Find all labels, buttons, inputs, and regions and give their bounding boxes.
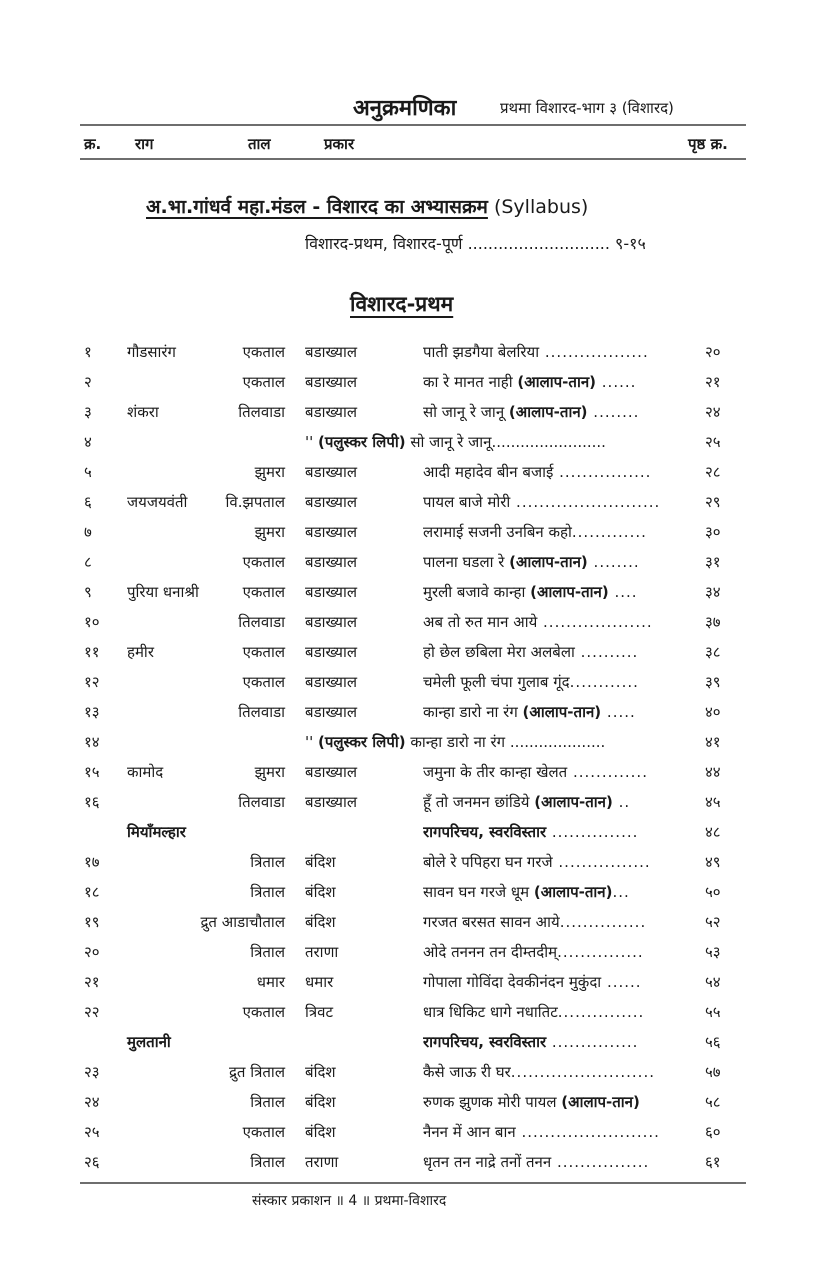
- taal-name: झुमरा: [254, 523, 285, 541]
- composition-title: अब तो रुत मान आये: [423, 613, 538, 631]
- leader-dots: ...............: [559, 913, 647, 931]
- page-number: ५८: [705, 1093, 721, 1111]
- composition-note: (आलाप-तान): [561, 1093, 640, 1111]
- composition-entry: [423, 672, 698, 692]
- table-row: [0, 912, 825, 942]
- composition-entry: [423, 792, 698, 812]
- page-number: ५३: [705, 943, 721, 961]
- page-number: ३१: [705, 553, 721, 571]
- prakar-type: बडाख्याल: [305, 763, 358, 781]
- composition-entry: [423, 612, 698, 632]
- composition-entry: [423, 942, 698, 962]
- prakar-type: बडाख्याल: [305, 613, 358, 631]
- taal-name: एकताल: [242, 343, 285, 361]
- page-number: ४१: [705, 733, 721, 751]
- row-number: १३: [84, 703, 100, 721]
- composition-entry: [423, 462, 698, 482]
- table-row: [0, 1032, 825, 1062]
- leader-dots: .........................: [510, 1063, 655, 1081]
- page-subtitle: प्रथमा विशारद-भाग ३ (विशारद): [500, 99, 674, 117]
- composition-entry: [423, 642, 698, 662]
- composition-title: पाती झडगैया बेलरिया: [423, 343, 540, 361]
- row-number: २: [84, 373, 92, 391]
- page-number: ५२: [705, 913, 721, 931]
- taal-name: वि.झपताल: [225, 493, 285, 511]
- leader-dots: ........: [587, 403, 640, 421]
- leader-dots: ...............: [557, 1003, 645, 1021]
- composition-entry: [423, 882, 698, 902]
- row-number: ७: [84, 523, 92, 541]
- taal-name: त्रिताल: [250, 943, 285, 961]
- leader-dots: ..........: [574, 643, 639, 661]
- page-number: ३८: [705, 643, 721, 661]
- composition-title: नैनन में आन बान: [423, 1123, 516, 1141]
- syllabus-heading-suffix: (Syllabus): [487, 196, 589, 218]
- composition-note: (आलाप-तान): [509, 553, 588, 571]
- table-row: [0, 642, 825, 672]
- page-number: ५६: [705, 1033, 721, 1051]
- composition-note: (आलाप-तान): [517, 373, 597, 391]
- notation-label: (पलुस्कर लिपी): [318, 433, 406, 451]
- prakar-type: धमार: [305, 973, 334, 991]
- composition-entry: [423, 1122, 698, 1142]
- taal-name: तिलवाडा: [238, 703, 285, 721]
- table-row: [0, 1062, 825, 1092]
- table-row: [0, 432, 825, 462]
- table-row: [0, 372, 825, 402]
- row-number: १२: [84, 673, 100, 691]
- composition-note: (आलाप-तान): [530, 583, 609, 601]
- composition-entry: [423, 492, 698, 512]
- page-title: अनुक्रमणिका: [353, 96, 457, 121]
- row-continuation: [305, 432, 606, 452]
- leader-dots: ...............: [557, 943, 644, 961]
- taal-name: एकताल: [242, 673, 285, 691]
- leader-dots: ...............: [546, 823, 639, 841]
- leader-dots: ..................: [539, 343, 649, 361]
- prakar-type: बडाख्याल: [305, 343, 358, 361]
- prakar-type: बडाख्याल: [305, 523, 358, 541]
- column-header-no: क्र.: [84, 135, 102, 153]
- row-number: २१: [84, 973, 100, 991]
- raag-name: शंकरा: [127, 403, 159, 421]
- leader-dots: ................: [553, 463, 652, 481]
- row-number: ११: [84, 643, 100, 661]
- taal-name: तिलवाडा: [238, 403, 285, 421]
- prakar-type: बडाख्याल: [305, 493, 358, 511]
- row-number: २३: [84, 1063, 100, 1081]
- raag-group-heading: मुलतानी: [127, 1033, 171, 1051]
- composition-entry: [423, 822, 698, 842]
- composition-title: सो जानू रे जानू: [405, 433, 492, 451]
- table-row: [0, 462, 825, 492]
- row-number: १५: [84, 763, 100, 781]
- table-row: [0, 702, 825, 732]
- leader-dots: .........................: [510, 493, 661, 511]
- composition-note: (आलाप-तान): [522, 703, 602, 721]
- composition-entry: [423, 1032, 698, 1052]
- composition-note: रागपरिचय, स्वरविस्तार: [423, 1033, 547, 1051]
- page-footer: संस्कार प्रकाशन ॥ 4 ॥ प्रथमा-विशारद: [252, 1193, 447, 1209]
- row-number: १: [84, 343, 92, 361]
- table-row: [0, 792, 825, 822]
- page-number: २८: [705, 463, 721, 481]
- ditto-mark: '': [305, 733, 319, 751]
- taal-name: एकताल: [242, 583, 285, 601]
- page-number: ५४: [705, 973, 721, 991]
- raag-name: पुरिया धनाश्री: [127, 583, 199, 601]
- composition-title: जमुना के तीर कान्हा खेलत: [423, 763, 568, 781]
- composition-title: आदी महादेव बीन बजाई: [423, 463, 554, 481]
- prakar-type: बंदिश: [305, 913, 336, 931]
- composition-title: हूँ तो जनमन छांडिये: [423, 793, 535, 811]
- leader-dots: ........................: [491, 433, 606, 451]
- taal-name: एकताल: [242, 1123, 285, 1141]
- taal-name: एकताल: [242, 373, 285, 391]
- page-number: ४४: [705, 763, 721, 781]
- table-row: [0, 492, 825, 522]
- leader-dots: ...............: [546, 1033, 639, 1051]
- prakar-type: तराणा: [305, 943, 339, 961]
- row-number: ९: [84, 583, 92, 601]
- row-number: १६: [84, 793, 100, 811]
- table-row: [0, 1002, 825, 1032]
- table-row: [0, 1122, 825, 1152]
- page-number: ३७: [705, 613, 721, 631]
- table-row: [0, 822, 825, 852]
- syllabus-entry: विशारद-प्रथम, विशारद-पूर्ण ............................ ९-१५: [305, 234, 646, 253]
- composition-title: ओदे तननन तन दीम्तदीम्: [423, 943, 558, 961]
- table-row: [0, 582, 825, 612]
- table-row: [0, 1092, 825, 1122]
- composition-entry: [423, 582, 698, 602]
- row-number: १०: [84, 613, 100, 631]
- page-number: ३९: [705, 673, 721, 691]
- section-title: विशारद-प्रथम: [350, 292, 454, 316]
- composition-title: पालना घडला रे: [423, 553, 510, 571]
- prakar-type: बडाख्याल: [305, 703, 358, 721]
- taal-name: त्रिताल: [250, 883, 285, 901]
- composition-entry: [423, 402, 698, 422]
- page-number: ४८: [705, 823, 721, 841]
- prakar-type: बडाख्याल: [305, 463, 358, 481]
- composition-entry: [423, 912, 698, 932]
- composition-entry: [423, 1092, 698, 1112]
- syllabus-heading-main: अ.भा.गांधर्व महा.मंडल - विशारद का अभ्यासक्रम: [146, 196, 488, 218]
- row-number: १७: [84, 853, 100, 871]
- composition-title: सो जानू रे जानू: [423, 403, 509, 421]
- column-header-page: पृष्ठ क्र.: [688, 135, 728, 153]
- column-header-taal: ताल: [248, 135, 271, 153]
- leader-dots: .............: [567, 763, 648, 781]
- leader-dots: ........................: [515, 1123, 660, 1141]
- page-number: ५०: [705, 883, 721, 901]
- row-number: १९: [84, 913, 100, 931]
- ditto-mark: '': [305, 433, 319, 451]
- composition-entry: [423, 1152, 698, 1172]
- row-number: ४: [84, 433, 92, 451]
- row-number: ५: [84, 463, 92, 481]
- composition-entry: [423, 522, 698, 542]
- footer-rule: [80, 1182, 746, 1184]
- header-top-rule: [80, 124, 746, 126]
- leader-dots: .....: [601, 703, 636, 721]
- leader-dots: ....................: [505, 733, 606, 751]
- leader-dots: ........: [587, 553, 640, 571]
- page-number: ४०: [705, 703, 721, 721]
- column-header-prakar: प्रकार: [324, 135, 355, 153]
- page-number: ४९: [705, 853, 721, 871]
- composition-entry: [423, 1002, 698, 1022]
- table-row: [0, 552, 825, 582]
- prakar-type: बंदिश: [305, 1093, 336, 1111]
- prakar-type: बंदिश: [305, 1123, 336, 1141]
- raag-name: जयजयवंती: [127, 493, 188, 511]
- composition-title: लरामाई सजनी उनबिन कहो: [423, 523, 572, 541]
- composition-title: धात्र धिकिट धागे नधातिट: [423, 1003, 558, 1021]
- taal-name: एकताल: [242, 553, 285, 571]
- row-continuation: [305, 732, 605, 752]
- row-number: ६: [84, 493, 92, 511]
- composition-title: बोले रे पपिहरा घन गरजे: [423, 853, 553, 871]
- composition-entry: [423, 852, 698, 872]
- composition-entry: [423, 342, 698, 362]
- page-number: २०: [705, 343, 721, 361]
- composition-entry: [423, 702, 698, 722]
- table-row: [0, 732, 825, 762]
- row-number: २६: [84, 1153, 100, 1171]
- prakar-type: बंदिश: [305, 1063, 336, 1081]
- page-number: २१: [705, 373, 721, 391]
- leader-dots: ...: [612, 883, 630, 901]
- composition-note: (आलाप-तान): [508, 403, 588, 421]
- composition-note: (आलाप-तान): [533, 883, 613, 901]
- composition-entry: [423, 762, 698, 782]
- prakar-type: बंदिश: [305, 853, 336, 871]
- column-header-raag: राग: [135, 135, 154, 153]
- page-number: ३०: [705, 523, 721, 541]
- composition-title: का रे मानत नाही: [423, 373, 518, 391]
- table-row: [0, 762, 825, 792]
- syllabus-heading: [146, 193, 588, 219]
- page-number: २९: [705, 493, 721, 511]
- prakar-type: बंदिश: [305, 883, 336, 901]
- row-number: २०: [84, 943, 100, 961]
- leader-dots: ..: [612, 793, 631, 811]
- table-row: [0, 1152, 825, 1182]
- taal-name: एकताल: [242, 643, 285, 661]
- composition-title: हो छेल छबिला मेरा अलबेला: [423, 643, 575, 661]
- raag-name: कामोद: [127, 763, 164, 781]
- page-number: २४: [705, 403, 721, 421]
- table-row: [0, 402, 825, 432]
- table-row: [0, 942, 825, 972]
- prakar-type: बडाख्याल: [305, 673, 358, 691]
- composition-title: कान्हा डारो ना रंग: [423, 703, 523, 721]
- prakar-type: त्रिवट: [305, 1003, 334, 1021]
- row-number: २२: [84, 1003, 100, 1021]
- page-number: ३४: [705, 583, 721, 601]
- leader-dots: .............: [571, 523, 647, 541]
- taal-name: त्रिताल: [250, 1093, 285, 1111]
- table-row: [0, 852, 825, 882]
- composition-title: रुणक झुणक मोरी पायल: [423, 1093, 562, 1111]
- taal-name: झुमरा: [254, 463, 285, 481]
- row-number: ३: [84, 403, 92, 421]
- raag-name: गौडसारंग: [127, 343, 176, 361]
- prakar-type: बडाख्याल: [305, 373, 358, 391]
- table-row: [0, 612, 825, 642]
- composition-entry: [423, 552, 698, 572]
- table-row: [0, 672, 825, 702]
- row-number: ८: [84, 553, 92, 571]
- page-number: ६०: [705, 1123, 721, 1141]
- header-bottom-rule: [80, 158, 746, 160]
- leader-dots: ................: [552, 853, 651, 871]
- prakar-type: बडाख्याल: [305, 553, 358, 571]
- taal-name: द्रुत त्रिताल: [228, 1063, 285, 1081]
- row-number: २५: [84, 1123, 100, 1141]
- row-number: १४: [84, 733, 100, 751]
- composition-title: कान्हा डारो ना रंग: [405, 733, 506, 751]
- composition-entry: [423, 372, 698, 392]
- composition-title: धृतन तन नाद्रे तनों तनन: [423, 1153, 552, 1171]
- table-row: [0, 972, 825, 1002]
- row-number: २४: [84, 1093, 100, 1111]
- prakar-type: बडाख्याल: [305, 793, 358, 811]
- raag-group-heading: मियाँमल्हार: [127, 823, 186, 841]
- page-number: ५७: [705, 1063, 721, 1081]
- composition-title: चमेली फूली चंपा गुलाब गूंद: [423, 673, 570, 691]
- leader-dots: ............: [569, 673, 639, 691]
- prakar-type: तराणा: [305, 1153, 339, 1171]
- leader-dots: ................: [551, 1153, 650, 1171]
- page-number: ५५: [705, 1003, 721, 1021]
- taal-name: धमार: [256, 973, 285, 991]
- leader-dots: ......: [596, 373, 637, 391]
- taal-name: तिलवाडा: [238, 613, 285, 631]
- composition-title: पायल बाजे मोरी: [423, 493, 511, 511]
- taal-name: तिलवाडा: [238, 793, 285, 811]
- leader-dots: ......: [601, 973, 642, 991]
- prakar-type: बडाख्याल: [305, 583, 358, 601]
- leader-dots: ....: [608, 583, 638, 601]
- table-row: [0, 342, 825, 372]
- page-number: २५: [705, 433, 721, 451]
- composition-title: मुरली बजावे कान्हा: [423, 583, 531, 601]
- composition-note: रागपरिचय, स्वरविस्तार: [423, 823, 547, 841]
- taal-name: एकताल: [242, 1003, 285, 1021]
- raag-name: हमीर: [127, 643, 154, 661]
- taal-name: झुमरा: [254, 763, 285, 781]
- notation-label: (पलुस्कर लिपी): [318, 733, 406, 751]
- taal-name: त्रिताल: [250, 853, 285, 871]
- taal-name: द्रुत आडाचौताल: [200, 913, 285, 931]
- composition-note: (आलाप-तान): [534, 793, 613, 811]
- page-number: ४५: [705, 793, 721, 811]
- row-number: १८: [84, 883, 100, 901]
- composition-title: गोपाला गोविंदा देवकीनंदन मुकुंदा: [423, 973, 602, 991]
- taal-name: त्रिताल: [250, 1153, 285, 1171]
- table-row: [0, 522, 825, 552]
- composition-title: गरजत बरसत सावन आये: [423, 913, 560, 931]
- leader-dots: ...................: [537, 613, 653, 631]
- composition-title: कैसे जाऊ री घर: [423, 1063, 511, 1081]
- composition-title: सावन घन गरजे धूम: [423, 883, 534, 901]
- composition-entry: [423, 972, 698, 992]
- table-row: [0, 882, 825, 912]
- prakar-type: बडाख्याल: [305, 403, 358, 421]
- page-number: ६१: [705, 1153, 721, 1171]
- composition-entry: [423, 1062, 698, 1082]
- prakar-type: बडाख्याल: [305, 643, 358, 661]
